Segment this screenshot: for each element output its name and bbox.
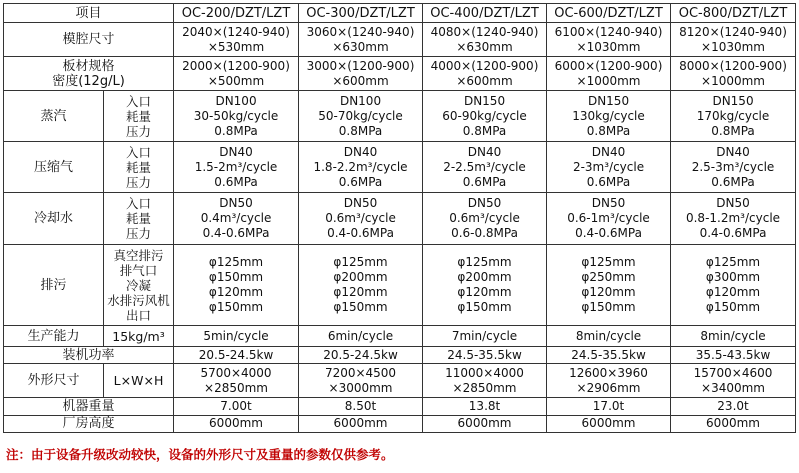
capacity-cell: 8min/cycle xyxy=(547,326,671,346)
steam-cell: DN100 50-70kg/cycle 0.8MPa xyxy=(299,91,423,142)
steam-cell: DN150 170kg/cycle 0.8MPa xyxy=(671,91,796,142)
compressed-air-cell: DN40 2-2.5m³/cycle 0.6MPa xyxy=(423,142,547,193)
plant-height-cell: 6000mm xyxy=(299,415,423,432)
power-cell: 24.5-35.5kw xyxy=(423,346,547,363)
compressed-air-label: 压缩气 xyxy=(4,142,104,193)
mold-cavity-row xyxy=(4,23,796,57)
steam-sub-labels: 入口 耗量 压力 xyxy=(104,91,174,142)
dimensions-cell: 12600×3960 ×2906mm xyxy=(547,364,671,398)
board-spec-cell: 2000×(1200-900) ×500mm xyxy=(174,57,299,91)
capacity-row xyxy=(4,326,796,346)
drain-label: 排污 xyxy=(4,244,104,326)
dimensions-cell: 15700×4600 ×3400mm xyxy=(671,364,796,398)
power-row xyxy=(4,346,796,363)
steam-cell: DN100 30-50kg/cycle 0.8MPa xyxy=(174,91,299,142)
plant-height-row xyxy=(4,415,796,432)
cooling-water-cell: DN50 0.6-1m³/cycle 0.4-0.6MPa xyxy=(547,193,671,244)
dimensions-row xyxy=(4,364,796,398)
cooling-water-cell: DN50 0.6m³/cycle 0.4-0.6MPa xyxy=(299,193,423,244)
drain-cell: φ125mm φ300mm φ120mm φ150mm xyxy=(671,244,796,326)
mold-cavity-cell: 6100×(1240-940) ×1030mm xyxy=(547,23,671,57)
plant-height-cell: 6000mm xyxy=(174,415,299,432)
drain-cell: φ125mm φ200mm φ120mm φ150mm xyxy=(299,244,423,326)
capacity-label: 生产能力 xyxy=(4,326,104,346)
compressed-air-row xyxy=(4,142,796,193)
weight-cell: 17.0t xyxy=(547,398,671,415)
capacity-cell: 5min/cycle xyxy=(174,326,299,346)
header-model: OC-600/DZT/LZT xyxy=(547,4,671,23)
steam-cell: DN150 130kg/cycle 0.8MPa xyxy=(547,91,671,142)
dimensions-sub: L×W×H xyxy=(104,364,174,398)
power-cell: 20.5-24.5kw xyxy=(299,346,423,363)
cooling-water-row xyxy=(4,193,796,244)
plant-height-cell: 6000mm xyxy=(423,415,547,432)
header-model: OC-800/DZT/LZT xyxy=(671,4,796,23)
dimensions-cell: 7200×4500 ×3000mm xyxy=(299,364,423,398)
weight-row xyxy=(4,398,796,415)
plant-height-cell: 6000mm xyxy=(671,415,796,432)
board-spec-label: 板材规格 密度(12g/L) xyxy=(4,57,174,91)
weight-cell: 8.50t xyxy=(299,398,423,415)
power-cell: 20.5-24.5kw xyxy=(174,346,299,363)
dimensions-cell: 5700×4000 ×2850mm xyxy=(174,364,299,398)
weight-cell: 13.8t xyxy=(423,398,547,415)
header-row xyxy=(4,4,796,23)
weight-cell: 7.00t xyxy=(174,398,299,415)
capacity-sub: 15kg/m³ xyxy=(104,326,174,346)
dimensions-label: 外形尺寸 xyxy=(4,364,104,398)
cooling-water-label: 冷却水 xyxy=(4,193,104,244)
capacity-cell: 6min/cycle xyxy=(299,326,423,346)
cooling-water-sub-labels: 入口 耗量 压力 xyxy=(104,193,174,244)
steam-cell: DN150 60-90kg/cycle 0.8MPa xyxy=(423,91,547,142)
compressed-air-cell: DN40 1.8-2.2m³/cycle 0.6MPa xyxy=(299,142,423,193)
compressed-air-sub-labels: 入口 耗量 压力 xyxy=(104,142,174,193)
drain-cell: φ125mm φ250mm φ120mm φ150mm xyxy=(547,244,671,326)
board-spec-cell: 8000×(1200-900) ×1000mm xyxy=(671,57,796,91)
compressed-air-cell: DN40 1.5-2m³/cycle 0.6MPa xyxy=(174,142,299,193)
compressed-air-cell: DN40 2-3m³/cycle 0.6MPa xyxy=(547,142,671,193)
power-cell: 24.5-35.5kw xyxy=(547,346,671,363)
drain-cell: φ125mm φ200mm φ120mm φ150mm xyxy=(423,244,547,326)
weight-label: 机器重量 xyxy=(4,398,174,415)
drain-cell: φ125mm φ150mm φ120mm φ150mm xyxy=(174,244,299,326)
footnote: 注：由于设备升级改动较快，设备的外形尺寸及重量的参数仅供参考。 xyxy=(6,447,394,462)
drain-row xyxy=(4,244,796,326)
header-model: OC-300/DZT/LZT xyxy=(299,4,423,23)
cooling-water-cell: DN50 0.8-1.2m³/cycle 0.4-0.6MPa xyxy=(671,193,796,244)
steam-row xyxy=(4,91,796,142)
mold-cavity-cell: 4080×(1240-940) ×630mm xyxy=(423,23,547,57)
header-model: OC-400/DZT/LZT xyxy=(423,4,547,23)
cooling-water-cell: DN50 0.4m³/cycle 0.4-0.6MPa xyxy=(174,193,299,244)
power-cell: 35.5-43.5kw xyxy=(671,346,796,363)
header-item: 项目 xyxy=(4,4,174,23)
weight-cell: 23.0t xyxy=(671,398,796,415)
capacity-cell: 7min/cycle xyxy=(423,326,547,346)
dimensions-cell: 11000×4000 ×2850mm xyxy=(423,364,547,398)
compressed-air-cell: DN40 2.5-3m³/cycle 0.6MPa xyxy=(671,142,796,193)
board-spec-row xyxy=(4,57,796,91)
board-spec-cell: 3000×(1200-900) ×600mm xyxy=(299,57,423,91)
power-label: 装机功率 xyxy=(4,346,174,363)
spec-table xyxy=(3,3,796,433)
plant-height-label: 厂房高度 xyxy=(4,415,174,432)
header-model: OC-200/DZT/LZT xyxy=(174,4,299,23)
capacity-cell: 8min/cycle xyxy=(671,326,796,346)
drain-sub-labels: 真空排污 排气口 冷凝 水排污风机 出口 xyxy=(104,244,174,326)
board-spec-cell: 4000×(1200-900) ×600mm xyxy=(423,57,547,91)
cooling-water-cell: DN50 0.6m³/cycle 0.6-0.8MPa xyxy=(423,193,547,244)
board-spec-cell: 6000×(1200-900) ×1000mm xyxy=(547,57,671,91)
mold-cavity-label: 模腔尺寸 xyxy=(4,23,174,57)
mold-cavity-cell: 2040×(1240-940) ×530mm xyxy=(174,23,299,57)
steam-label: 蒸汽 xyxy=(4,91,104,142)
plant-height-cell: 6000mm xyxy=(547,415,671,432)
mold-cavity-cell: 8120×(1240-940) ×1030mm xyxy=(671,23,796,57)
mold-cavity-cell: 3060×(1240-940) ×630mm xyxy=(299,23,423,57)
